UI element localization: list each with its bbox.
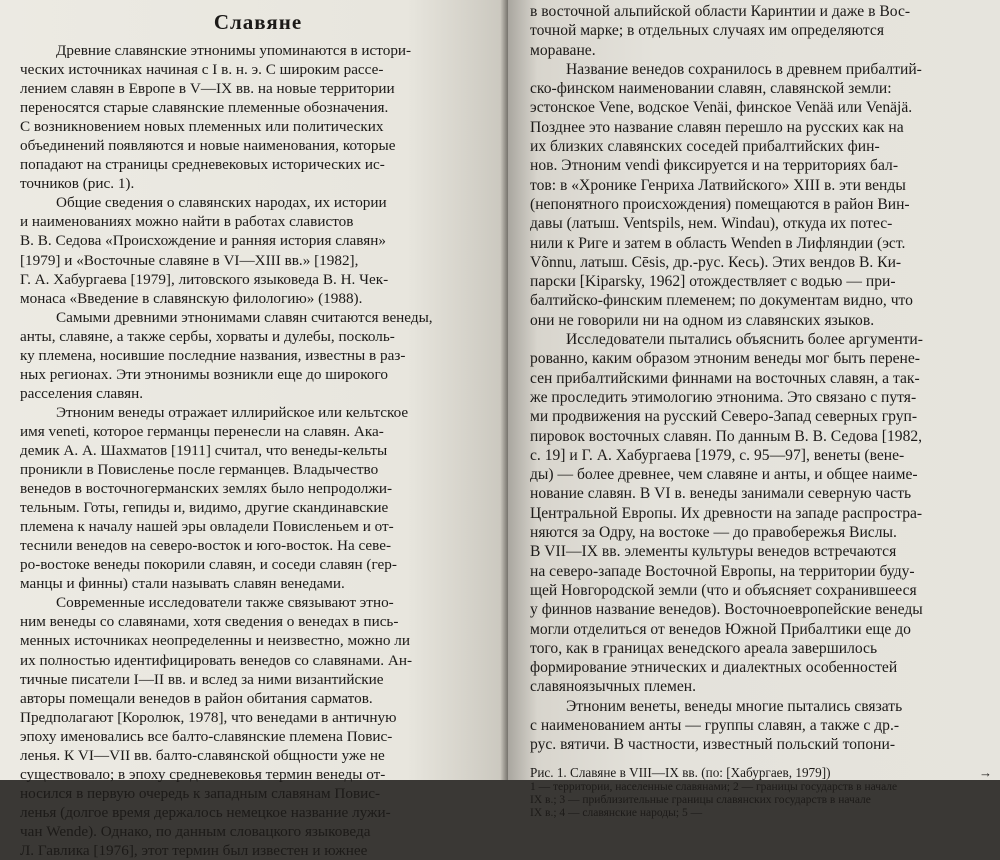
text-line: рованно, каким образом этноним венеды мог быть перене- (530, 350, 920, 368)
text-line: ленья (долгое время держалось немецкое название лужи- (20, 803, 391, 821)
text-line: переносятся старые славянские племенные обозначения. (20, 99, 389, 117)
text-line: мораване. (530, 41, 596, 59)
text-line: анты, славяне, а также сербы, хорваты и дулебы, посколь- (20, 327, 395, 345)
text-line: в восточной альпийской области Каринтии и даже в Вос- (530, 3, 911, 20)
text-line: балтийско-финским племенем; по документам видно, что (530, 292, 913, 310)
text-line: авторы помещали венедов в район обитания сарматов. (20, 689, 373, 707)
text-line: рус. вятичи. В частности, известный польский топони- (530, 736, 896, 754)
text-line: ческих источниках начиная с I в. н. э. С широким рассе- (20, 61, 384, 79)
text-line: же проследить этимологию этнонима. Это связано с путя- (530, 388, 917, 406)
text-line: с. 19] и Г. А. Хабургаева [1979, с. 95—97], венеты (вене- (530, 446, 905, 464)
text-line: (непонятного происхождения) помещаются в район Вин- (530, 195, 910, 213)
text-line: их близких славянских соседей прибалтийских фин- (530, 138, 880, 156)
legend-line: 1 — территории, населенные славянами; 2 — границы государств в начале (530, 780, 898, 793)
text-line: славяноязычных племен. (530, 678, 697, 696)
text-line: попадают на страницы средневековых исторических ис- (20, 156, 385, 174)
text-line: их полностью идентифицировать венедов со славянами. Ан- (20, 651, 413, 669)
text-line: точной марке; в отдельных случаях им определяются (530, 22, 885, 40)
figure-legend (530, 781, 996, 820)
text-line: С возникновением новых племенных или политических (20, 118, 384, 136)
text-line: Võnnu, латыш. Cēsis, др.-рус. Кесь). Этих вендов В. Ки- (530, 253, 902, 271)
text-line: ку племена, носившие последние названия, известны в раз- (20, 346, 406, 364)
text-line: менных источниках неопределенны и неизвестно, можно ли (20, 632, 411, 650)
text-line: Позднее это название славян перешло на русских как на (530, 118, 904, 136)
text-line: тичные писатели I—II вв. и вслед за ними византийские (20, 670, 384, 688)
text-line: Самыми древними этнонимами славян считаются венеды, (56, 308, 433, 326)
text-line: у финнов название венедов). Восточноевропейские венеды (530, 601, 923, 619)
text-line: демик А. А. Шахматов [1911] считал, что венеды-кельты (20, 441, 388, 459)
text-line: и наименованиях можно найти в работах славистов (20, 213, 354, 231)
arrow-right-icon: → (978, 764, 992, 780)
text-line: Древние славянские этнонимы упоминаются в истори- (56, 42, 412, 59)
text-line: эпоху именовались все балто-славянские племена Повис- (20, 727, 393, 745)
text-line: того, как в границах венедского ареала завершилось (530, 639, 878, 657)
text-line: щей Новгородской земли (что и объясняет сохранившееся (530, 581, 917, 599)
text-line: племена к началу нашей эры овладели Повисленьем и от- (20, 518, 394, 536)
text-line: чан Wende). Однако, по данным словацкого языковеда (20, 822, 371, 840)
text-line: давы (латыш. Ventspils, нем. Windau), откуда их потес- (530, 215, 893, 233)
text-line: Общие сведения о славянских народах, их истории (56, 194, 387, 212)
text-line: эстонское Vene, водское Venäi, финское Venää или Venäjä. (530, 99, 913, 117)
text-line: ды) — более древнее, чем славяне и анты, и общее наиме- (530, 466, 918, 484)
text-line: точников (рис. 1). (20, 175, 135, 193)
text-line: ми продвижения на русский Северо-Запад северных груп- (530, 408, 918, 426)
right-page (508, 0, 1000, 819)
text-line: [1979] и «Восточные славяне в VI—XIII вв.» [1982], (20, 251, 359, 269)
right-text-block (530, 2, 996, 755)
text-line: манцы и финны) стали называть славян венедами. (20, 575, 345, 593)
figure-caption-text: Рис. 1. Славяне в VIII—IX вв. (по: [Хабургаев, 1979]) (530, 764, 831, 780)
text-line: В. В. Седова «Происхождение и ранняя история славян» (20, 232, 386, 250)
legend-line: IX в.; 4 — славянские народы; 5 — (530, 806, 703, 819)
text-line: объединений появляются и новые наименования, которые (20, 137, 396, 155)
text-line: теснили венедов на северо-восток и юго-восток. На севе- (20, 537, 392, 555)
text-line: существовало; в эпоху средневековья термин венеды от- (20, 765, 386, 783)
text-line: нили к Риге и затем в область Wenden в Лифляндии (эст. (530, 234, 906, 252)
text-line: венедов в восточногерманских землях было непродолжи- (20, 480, 393, 498)
page-title: Славяне (213, 10, 303, 34)
text-line: тов: в «Хронике Генриха Латвийского» XIII в. эти венды (530, 176, 906, 194)
text-line: Современные исследователи также связывают этно- (56, 594, 394, 612)
text-line: имя veneti, которое германцы перенесли на славян. Ака- (20, 422, 384, 440)
text-line: формирование этнических и диалектных особенностей (530, 659, 898, 677)
text-line: Этноним венеты, венеды многие пытались связать (566, 697, 903, 715)
text-line: носился в первую очередь к западным славянам Повис- (20, 784, 381, 802)
text-line: няются за Одру, на востоке — до правобережья Вислы. (530, 524, 897, 542)
text-line: монаса «Введение в славянскую филологию» (1988). (20, 289, 363, 307)
text-line: нование славян. В VI в. венеды занимали северную часть (530, 485, 912, 503)
text-line: нов. Этноним vendi фиксируется и на территориях бал- (530, 157, 899, 175)
text-line: Г. А. Хабургаева [1979], литовского языковеда В. Н. Чек- (20, 270, 389, 288)
text-line: Центральной Европы. Их древности на западе распростра- (530, 504, 923, 522)
text-line: они не говорили ни на одном из славянских языков. (530, 311, 875, 329)
text-line: Название венедов сохранилось в древнем прибалтий- (566, 60, 922, 78)
text-line: расселения славян. (20, 384, 144, 402)
text-line: ленья. К VI—VII вв. балто-славянской общности уже не (20, 746, 385, 764)
text-line: Исследователи пытались объяснить более аргументи- (566, 331, 923, 349)
text-line: тельным. Готы, гепиды и, видимо, другие скандинавские (20, 499, 389, 517)
legend-line: IX в.; 3 — приблизительные границы славянских государств в начале (530, 793, 871, 806)
text-line: проникли в Повисленье после германцев. Владычество (20, 461, 379, 479)
text-line: ро-востоке венеды покорили славян, и соседи славян (гер- (20, 556, 397, 574)
text-line: лением славян в Европе в V—IX вв. на новые территории (20, 80, 395, 98)
text-line: Предполагают [Королюк, 1978], что венедами в античную (20, 708, 397, 726)
text-line: могли отделиться от венедов Южной Прибалтики еще до (530, 620, 911, 638)
text-line: с наименованием анты — группы славян, а также с др.- (530, 716, 900, 734)
text-line: на северо-западе Восточной Европы, на территории буду- (530, 562, 915, 580)
text-line: Этноним венеды отражает иллирийское или кельтское (56, 403, 409, 421)
text-line: Л. Гавлика [1976], этот термин был известен и южнее (20, 841, 368, 859)
left-text-block (20, 41, 496, 860)
figure-caption (530, 765, 996, 781)
text-line: В VII—IX вв. элементы культуры венедов встречаются (530, 543, 897, 561)
text-line: сен прибалтийскими финнами на восточных славян, а так- (530, 369, 920, 387)
text-line: ных регионах. Эти этнонимы возникли еще до широкого (20, 365, 388, 383)
text-line: ним венеды со славянами, хотя сведения о венедах в пись- (20, 613, 399, 631)
text-line: парски [Kiparsky, 1962] отождествляет с водью — при- (530, 273, 896, 291)
text-line: ско-финском наименовании славян, славянской земли: (530, 80, 892, 98)
text-line: пировок восточных славян. По данным В. В. Седова [1982, (530, 427, 923, 445)
